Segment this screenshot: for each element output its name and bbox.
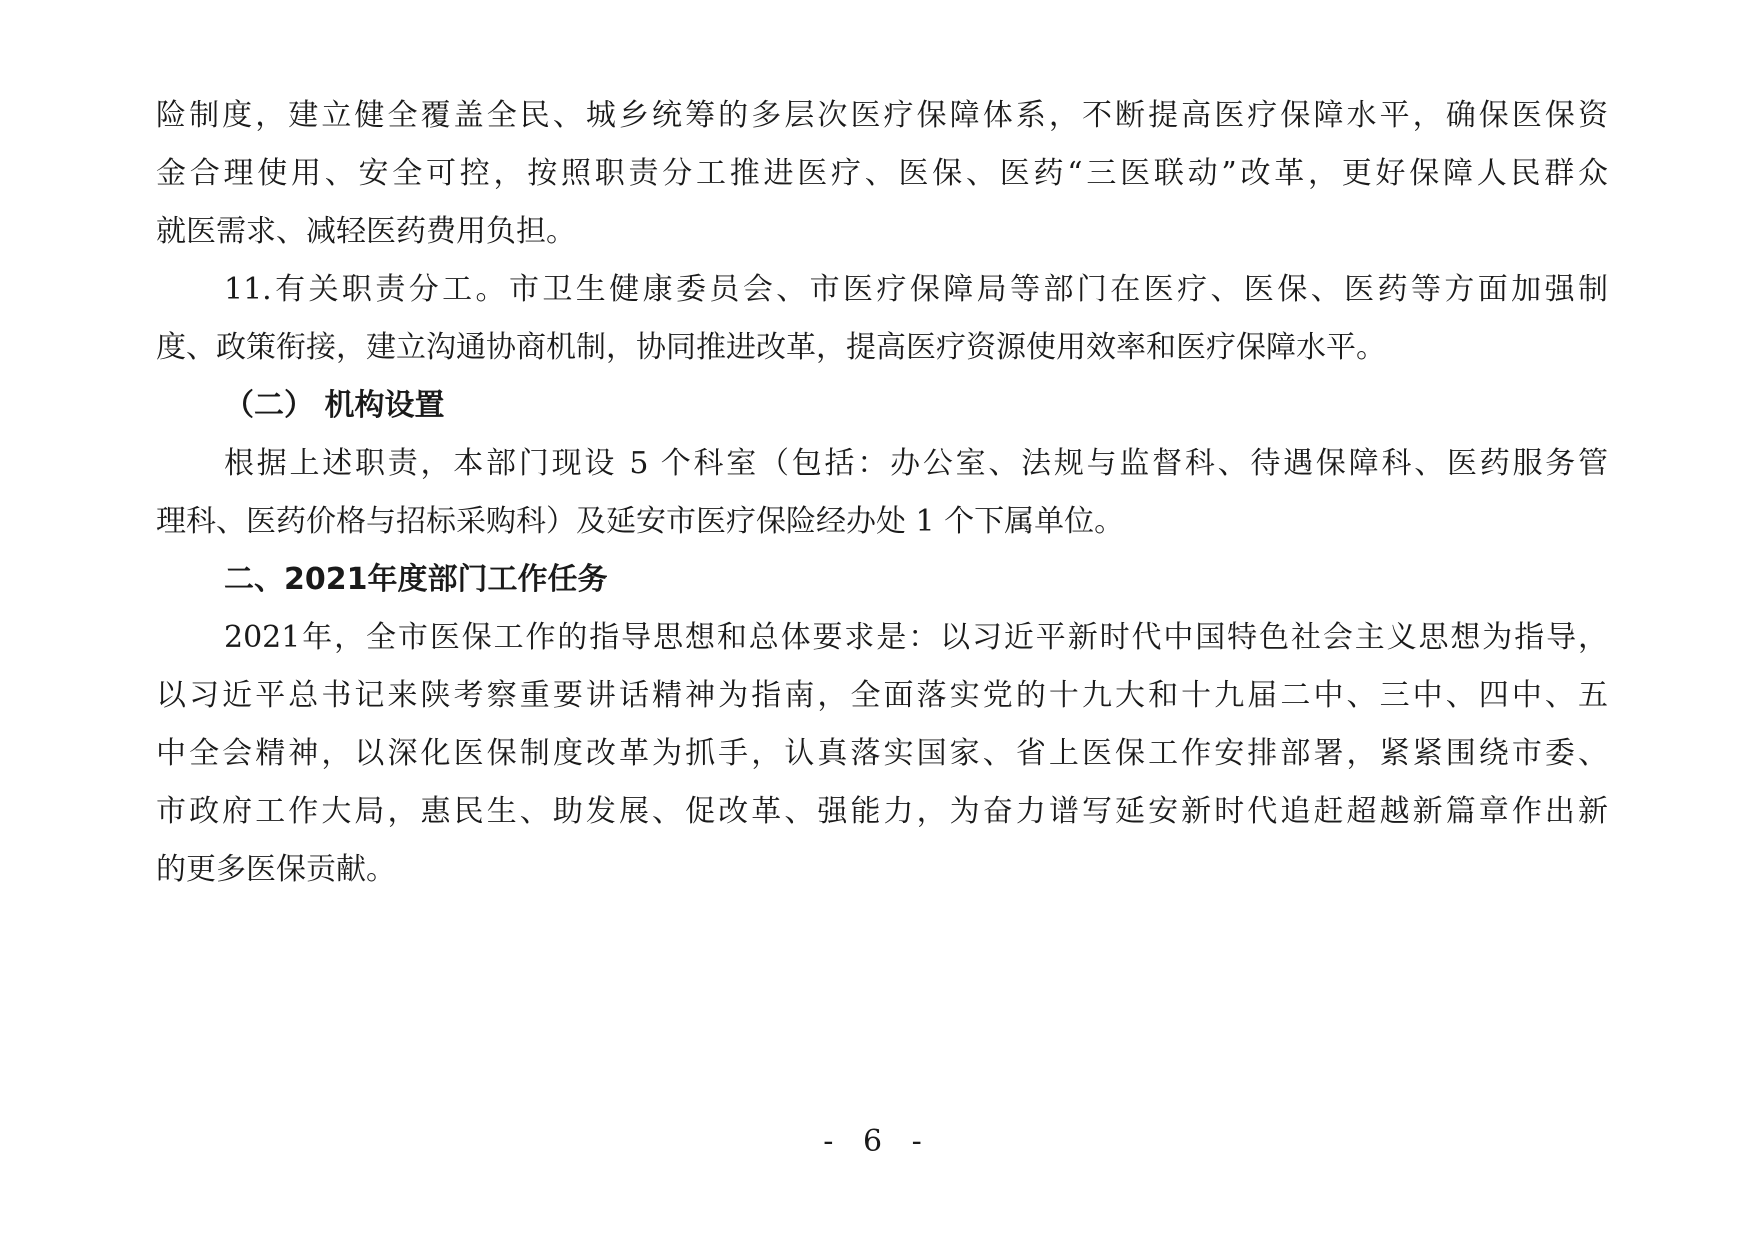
page-number: - 6 - <box>823 1124 932 1159</box>
paragraph-line: 金合理使用、安全可控，按照职责分工推进医疗、医保、医药“三医联动”改革，更好保障人民群众 <box>156 156 1608 191</box>
paragraph-line: 中全会精神，以深化医保制度改革为抓手，认真落实国家、省上医保工作安排部署，紧紧围绕市委、 <box>156 736 1608 771</box>
section-heading: 二、2021年度部门工作任务 <box>224 562 608 597</box>
paragraph-line: 理科、医药价格与招标采购科）及延安市医疗保险经办处 1 个下属单位。 <box>156 504 1125 539</box>
paragraph-line: 2021年，全市医保工作的指导思想和总体要求是：以习近平新时代中国特色社会主义思想为指导， <box>224 620 1608 655</box>
paragraph-line: 市政府工作大局，惠民生、助发展、促改革、强能力，为奋力谱写延安新时代追赶超越新篇章作出新 <box>156 794 1608 829</box>
paragraph-line: 险制度，建立健全覆盖全民、城乡统筹的多层次医疗保障体系，不断提高医疗保障水平，确保医保资 <box>156 98 1608 133</box>
paragraph-line: 以习近平总书记来陕考察重要讲话精神为指南，全面落实党的十九大和十九届二中、三中、四中、五 <box>156 678 1608 713</box>
section-heading: （二） 机构设置 <box>224 388 445 423</box>
paragraph-line: 的更多医保贡献。 <box>156 852 396 887</box>
paragraph-line: 就医需求、减轻医药费用负担。 <box>156 214 576 249</box>
paragraph-line: 度、政策衔接，建立沟通协商机制，协同推进改革，提高医疗资源使用效率和医疗保障水平。 <box>156 330 1386 365</box>
paragraph-line: 根据上述职责，本部门现设 5 个科室（包括：办公室、法规与监督科、待遇保障科、医药服务管 <box>224 446 1608 481</box>
paragraph-line: 11.有关职责分工。市卫生健康委员会、市医疗保障局等部门在医疗、医保、医药等方面加强制 <box>224 272 1608 307</box>
